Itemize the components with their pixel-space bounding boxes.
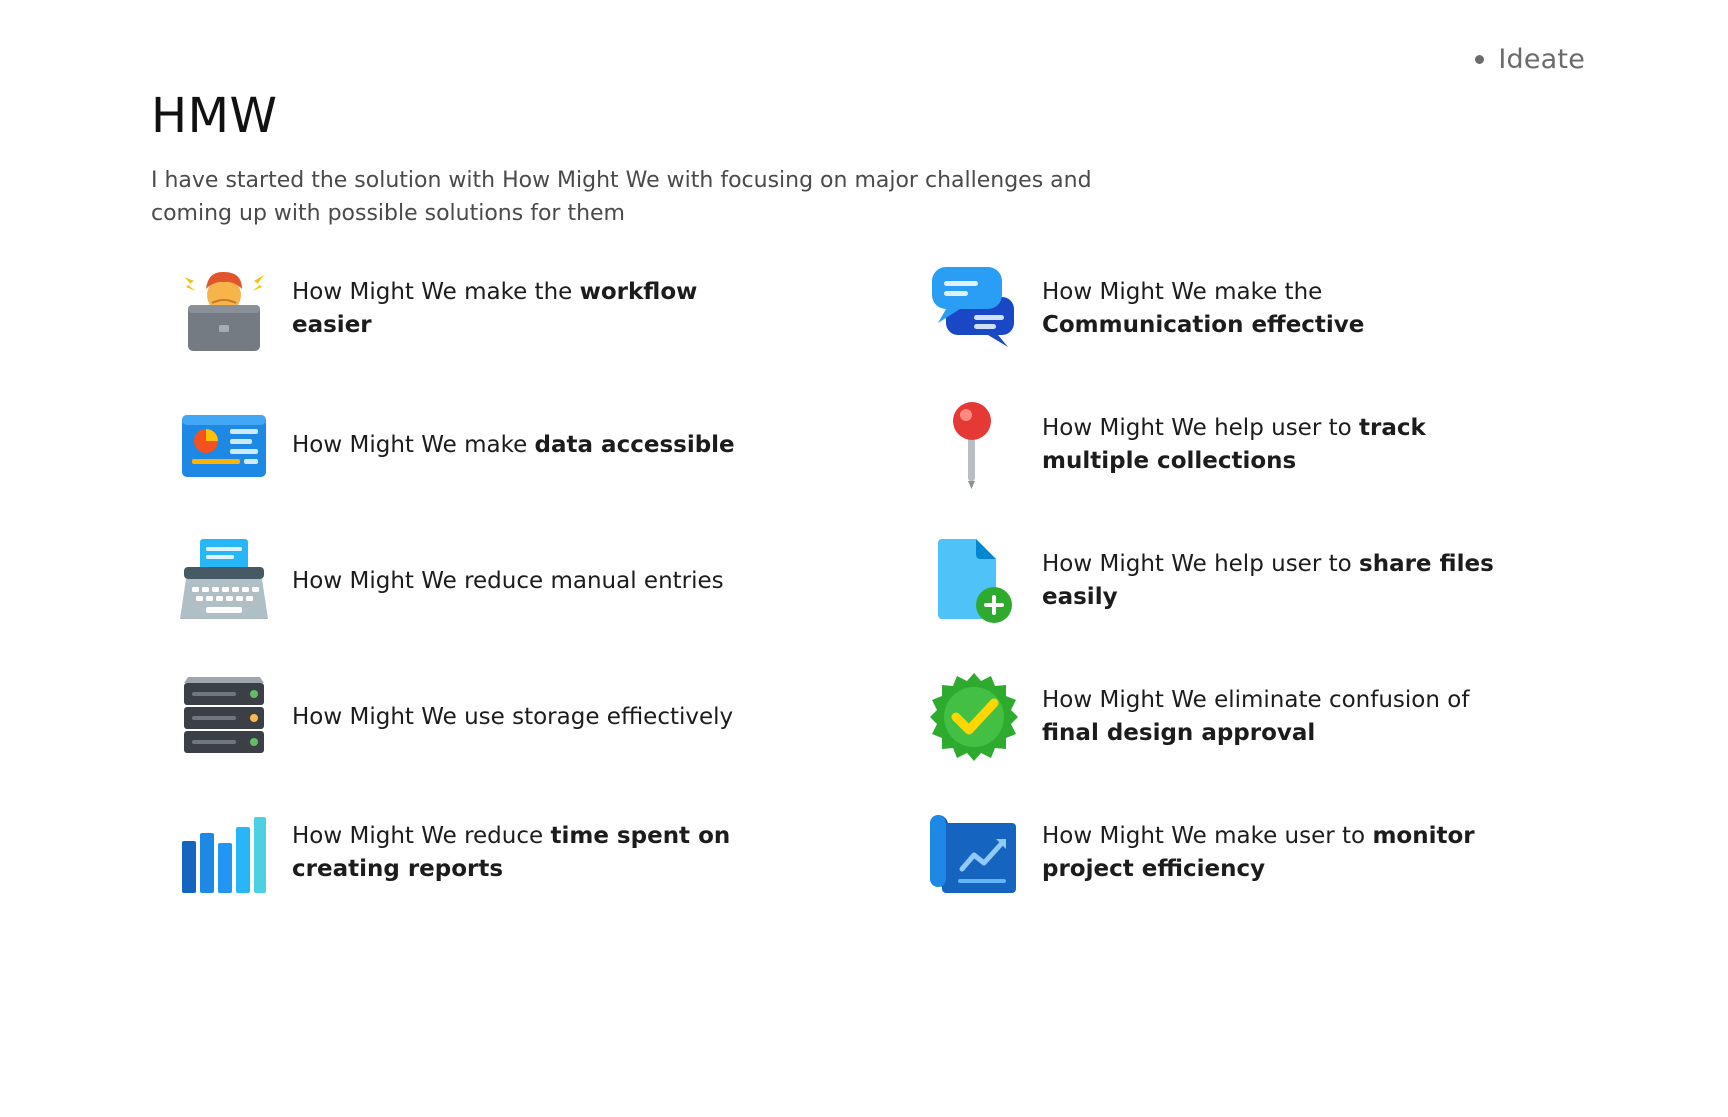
hmw-item-text: [1042, 548, 1512, 614]
hmw-item-text: [292, 565, 724, 598]
hmw-item-data: [178, 399, 735, 491]
section-tag: [1475, 44, 1585, 75]
item-emphasis: time spent on creating reports: [292, 823, 731, 882]
item-prefix: How Might We eliminate confusion of: [1042, 687, 1470, 713]
item-prefix: How Might We make the: [292, 279, 580, 305]
hmw-item-workflow: [178, 263, 762, 355]
item-emphasis: workflow easier: [292, 279, 698, 338]
item-emphasis: data accessible: [534, 431, 735, 458]
item-emphasis: track multiple collections: [1042, 415, 1426, 474]
item-prefix: How Might We help user to: [1042, 551, 1359, 577]
hmw-item-text: [1042, 684, 1512, 750]
dashboard-chart-icon: [178, 399, 270, 491]
frustrated-person-laptop-icon: [178, 263, 270, 355]
trend-chart-icon: [928, 807, 1020, 899]
page-subtitle: I have started the solution with How Might We with focusing on major challenges and coming up with possible solutions for them: [151, 168, 1092, 226]
hmw-item-manual: [178, 535, 724, 627]
item-prefix: How Might We help user to: [1042, 415, 1359, 441]
item-prefix: How Might We make: [292, 431, 535, 458]
file-add-icon: [928, 535, 1020, 627]
hmw-item-text: [292, 429, 735, 462]
chat-bubbles-icon: [928, 263, 1020, 355]
server-rack-icon: [178, 671, 270, 763]
typewriter-icon: [178, 535, 270, 627]
item-prefix: How Might We reduce manual entries: [292, 567, 724, 594]
item-emphasis: Communication effective: [1042, 312, 1365, 338]
hmw-item-text: [292, 276, 762, 342]
hmw-item-share: [928, 535, 1512, 627]
item-prefix: How Might We reduce: [292, 823, 551, 849]
item-prefix: How Might We use storage effiectively: [292, 703, 734, 730]
bar-chart-icon: [178, 807, 270, 899]
hmw-item-text: [1042, 820, 1512, 886]
hmw-item-reports: [178, 807, 762, 899]
bullet-icon: [1475, 55, 1484, 64]
verified-badge-icon: [928, 671, 1020, 763]
hmw-item-storage: [178, 671, 733, 763]
item-emphasis: monitor project efficiency: [1042, 823, 1475, 882]
hmw-item-text: [292, 701, 733, 734]
page-title: HMW: [151, 88, 278, 144]
hmw-item-approval: [928, 671, 1512, 763]
hmw-item-text: [1042, 412, 1512, 478]
hmw-item-text: [1042, 276, 1512, 342]
hmw-item-text: [292, 820, 762, 886]
item-emphasis: final design approval: [1042, 720, 1316, 746]
hmw-item-communication: [928, 263, 1512, 355]
item-emphasis: share files easily: [1042, 551, 1494, 610]
hmw-item-monitor: [928, 807, 1512, 899]
item-prefix: How Might We make user to: [1042, 823, 1373, 849]
item-prefix: How Might We make the: [1042, 279, 1323, 305]
pushpin-icon: [928, 399, 1020, 491]
section-tag-label: Ideate: [1498, 44, 1585, 75]
hmw-item-track: [928, 399, 1512, 491]
